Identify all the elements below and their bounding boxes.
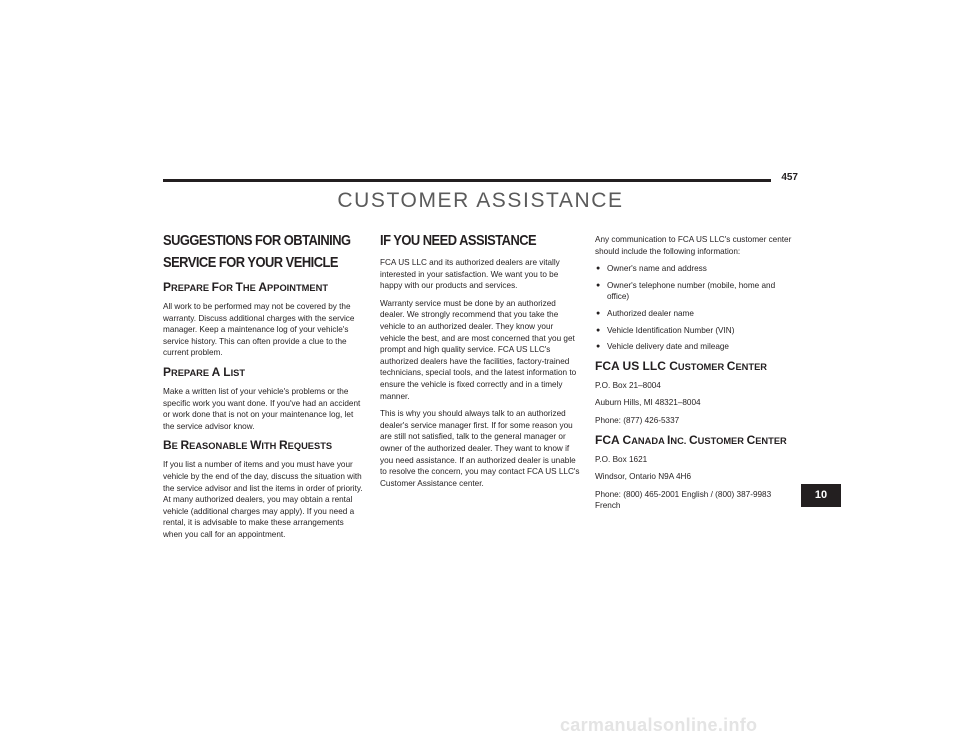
column-customer-centers bbox=[595, 234, 795, 518]
page-number: 457 bbox=[781, 172, 798, 183]
us-center-address-line: P.O. Box 21–8004 bbox=[595, 380, 661, 390]
list-item: ● Owner's name and address bbox=[595, 263, 795, 275]
paragraph-assistance-1: FCA US LLC and its authorized dealers are vitally interested in your satisfaction. We want you to be happy with our products and services. bbox=[380, 258, 560, 291]
section-heading-assistance: IF YOU NEED ASSISTANCE bbox=[380, 232, 537, 249]
column-if-you-need-assistance bbox=[380, 230, 580, 495]
us-center-address-line: Auburn Hills, MI 48321–8004 bbox=[595, 398, 701, 408]
paragraph-prepare-list: Make a written list of your vehicle's problems or the specific work you want done. If you've had an accident or work done that is not on your maintenance log, let the service advisor know. bbox=[163, 386, 361, 431]
paragraph-communication-intro: Any communication to FCA US LLC's customer center should include the following information: bbox=[595, 235, 792, 256]
paragraph-reasonable-requests: If you list a number of items and you must have your vehicle by the end of the day, discuss the situation with the service advisor and list the items in order of priority. At many authorized dealers, you may obtain a rental vehicle (additional charges may apply). If you need a rental, it is advisable to make these arrangements when you call for an appointment. bbox=[163, 460, 363, 539]
list-item: ● Authorized dealer name bbox=[595, 308, 795, 320]
subheading-prepare-appointment: PREPARE FOR THE APPOINTMENT bbox=[163, 280, 328, 294]
chapter-title: CUSTOMER ASSISTANCE bbox=[337, 189, 624, 212]
paragraph-assistance-2: Warranty service must be done by an authorized dealer. We strongly recommend that you take the vehicle to an authorized dealer. They know your vehicle the best, and are most concerned that you get prompt and high quality service. FCA US LLC's authorized dealers have the facilities, factory-trained technicians, special tools, and the latest information to ensure the vehicle is fixed correctly and in a timely manner. bbox=[380, 298, 577, 401]
subheading-canada-customer-center: FCA CANADA INC. CUSTOMER CENTER bbox=[595, 432, 787, 447]
subheading-reasonable-requests: BE REASONABLE WITH REQUESTS bbox=[163, 438, 333, 453]
section-heading-service: SUGGESTIONS FOR OBTAINING SERVICE FOR YOUR VEHICLE bbox=[163, 232, 351, 271]
list-item: ● Owner's telephone number (mobile, home and office) bbox=[595, 280, 795, 303]
column-service-suggestions bbox=[163, 230, 363, 547]
canada-center-phone: Phone: (800) 465-2001 English / (800) 387-9983 French bbox=[595, 489, 772, 511]
watermark: carmanualsonline.info bbox=[560, 715, 758, 735]
us-center-phone: Phone: (877) 426-5337 bbox=[595, 415, 680, 425]
paragraph-assistance-3: This is why you should always talk to an authorized dealer's service manager first. If for some reason you are still not satisfied, talk to the general manager or owner of the authorized dealer. They want to know if you need assistance. If an authorized dealer is unable to resolve the concern, you may contact FCA US LLC's Customer Assistance center. bbox=[380, 409, 580, 488]
canada-center-address-line: P.O. Box 1621 bbox=[595, 454, 648, 464]
subheading-prepare-list: PREPARE A LIST bbox=[163, 364, 246, 379]
list-item: ● Vehicle Identification Number (VIN) bbox=[595, 325, 795, 337]
chapter-tab: 10 bbox=[801, 484, 841, 507]
canada-center-address-line: Windsor, Ontario N9A 4H6 bbox=[595, 472, 692, 482]
header-rule bbox=[163, 179, 771, 182]
subheading-us-customer-center: FCA US LLC CUSTOMER CENTER bbox=[595, 358, 767, 373]
required-info-list bbox=[595, 263, 795, 353]
paragraph-prepare-appointment: All work to be performed may not be covered by the warranty. Discuss additional charges with the service manager. Keep a maintenance log of your vehicle's service history. This can often provide a clue to the current problem. bbox=[163, 302, 355, 358]
list-item: ● Vehicle delivery date and mileage bbox=[595, 341, 795, 353]
